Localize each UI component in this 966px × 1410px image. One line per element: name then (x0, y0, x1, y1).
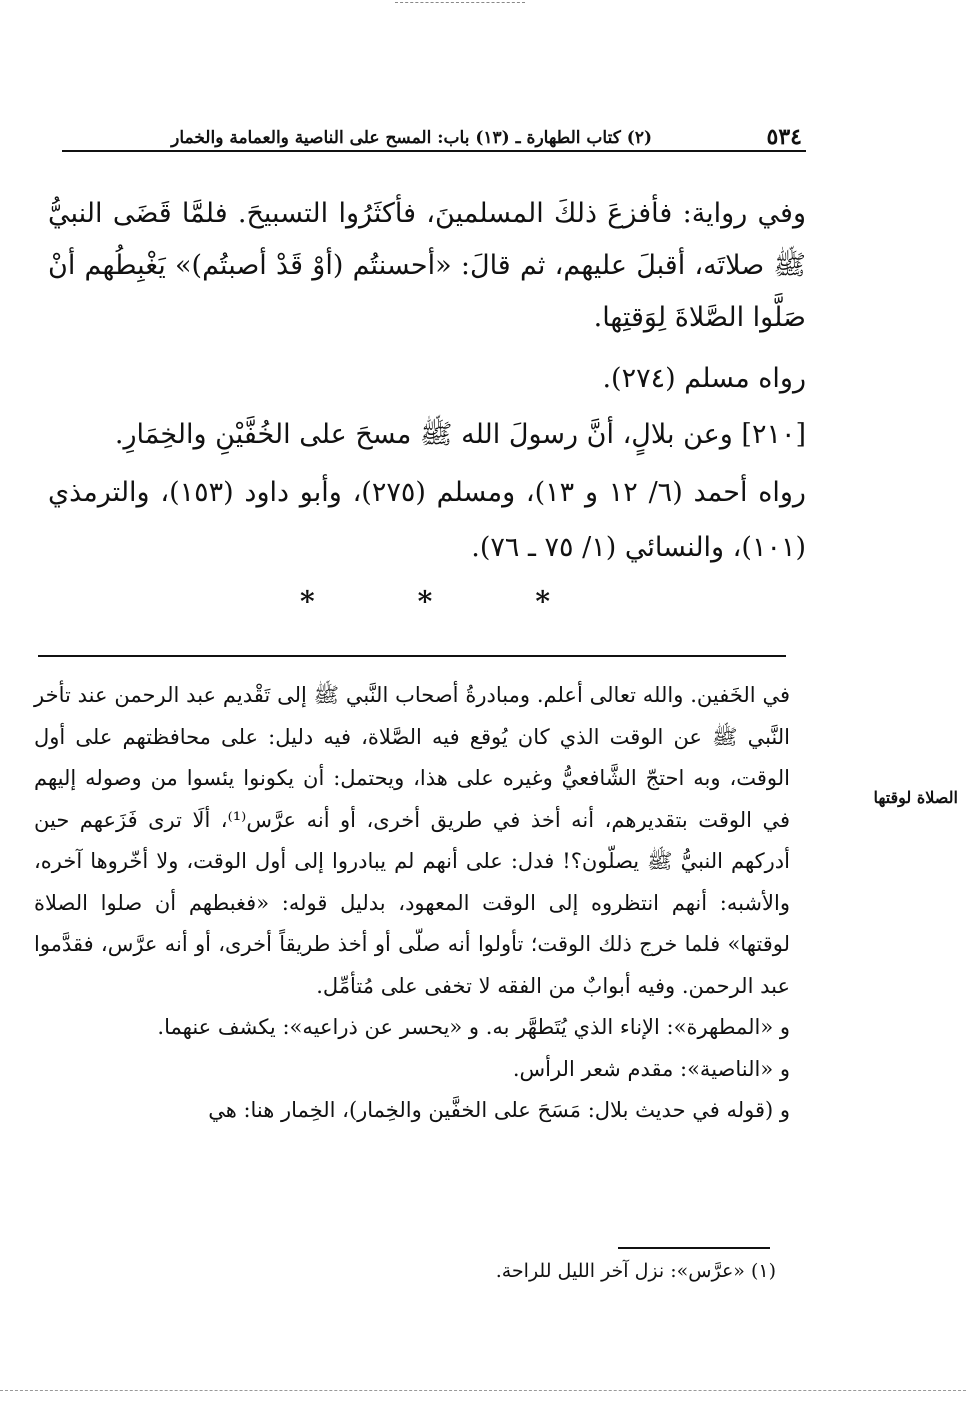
hadith-citation-1: رواه مسلم (٢٧٤). (602, 363, 806, 394)
scan-edge-mark (395, 2, 525, 3)
hadith-paragraph-210: [٢١٠] وعن بلالٍ، أنَّ رسولَ الله ﷺ مسحَ على الخُفَّيْنِ والخِمَارِ. (114, 419, 806, 450)
section-separator (300, 585, 550, 618)
header-rule (62, 150, 806, 152)
commentary-block (34, 675, 790, 1132)
commentary-divider (38, 655, 786, 657)
hadith-citation-2: رواه أحمد (٦/ ١٢ و ١٣)، ومسلم (٢٧٥)، وأبو داود (١٥٣)، والترمذي (١٠١)، والنسائي (١/ ٧٥ ـ ٧٦). (48, 477, 806, 563)
page-number: ٥٣٤ (766, 124, 802, 150)
star-ornament: * (300, 585, 315, 618)
commentary-paragraph-1: في الخَفين. والله تعالى أعلم. ومبادرةُ أصحاب النَّبي ﷺ إلى تَقْديم عبد الرحمن عند تأخر النَّبي ﷺ عن الوقت الذي كان يُوقع فيه الصَّلاة، فيه دليل: على محافظتهم على أول الوقت، وبه احتجّ الشَّافعيُّ وغيره على هذا، ويحتمل: أن يكونوا يئسوا من وصوله إليهم في الوقت بتقديرهم، أنه أخذ في طريق أخرى، أو أنه عرَّس⁽¹⁾، ألَا ترى فَزَعهم حين أدركهم النبيُّ ﷺ يصلّون؟! فدل: على أنهم لم يبادروا إلى أول الوقت، ولا أخّروها آخره، والأشبه: أنهم انتظروه إلى الوقت المعهود، بدليل قوله: «فغبطهم أن صلوا الصلاة لوقتها» فلما خرج ذلك الوقت؛ تأولوا أنه صلّى أو أخذ طريقاً أخرى، أو أنه عرَّس، فقدَّموا عبد الرحمن. وفيه أبوابٌ من الفقه لا تخفى على مُتأمِّل. (34, 683, 790, 998)
commentary-paragraph-2: و «المطهرة»: الإناء الذي يُتَطهَّر به. و «يحسر عن ذراعيه»: يكشف عنهما. (157, 1015, 790, 1039)
footnote: (١) «عرَّس»: نزل آخر الليل للراحة. (495, 1260, 776, 1282)
scan-bottom-edge (0, 1390, 966, 1391)
star-ornament: * (535, 585, 550, 618)
star-ornament: * (417, 585, 433, 618)
commentary-paragraph-4: و (قوله في حديث بلال: مَسَحَ على الخفَّين والخِمار)، الخِمار هنا: هي (208, 1098, 790, 1122)
footnote-rule (618, 1247, 770, 1249)
hadith-paragraph-1: وفي رواية: فأفزعَ ذلكَ المسلمينَ، فأكثَرُوا التسبيحَ. فلمَّا قَضَى النبيُّ ﷺ صلاتَه، أقبلَ عليهم، ثم قالَ: «أحسنتُم (أوْ قَدْ أصبتُم)» يَغْبِطُهم أنْ صَلَّوا الصَّلاةَ لِوَقتِها. (48, 198, 806, 333)
commentary-paragraph-3: و «الناصية»: مقدم شعر الرأس. (512, 1056, 790, 1081)
running-title: (٢) كتاب الطهارة ـ (١٣) باب: المسح على الناصية والعمامة والخمار (171, 128, 652, 148)
margin-heading: الصلاة لوقتها (873, 788, 958, 807)
